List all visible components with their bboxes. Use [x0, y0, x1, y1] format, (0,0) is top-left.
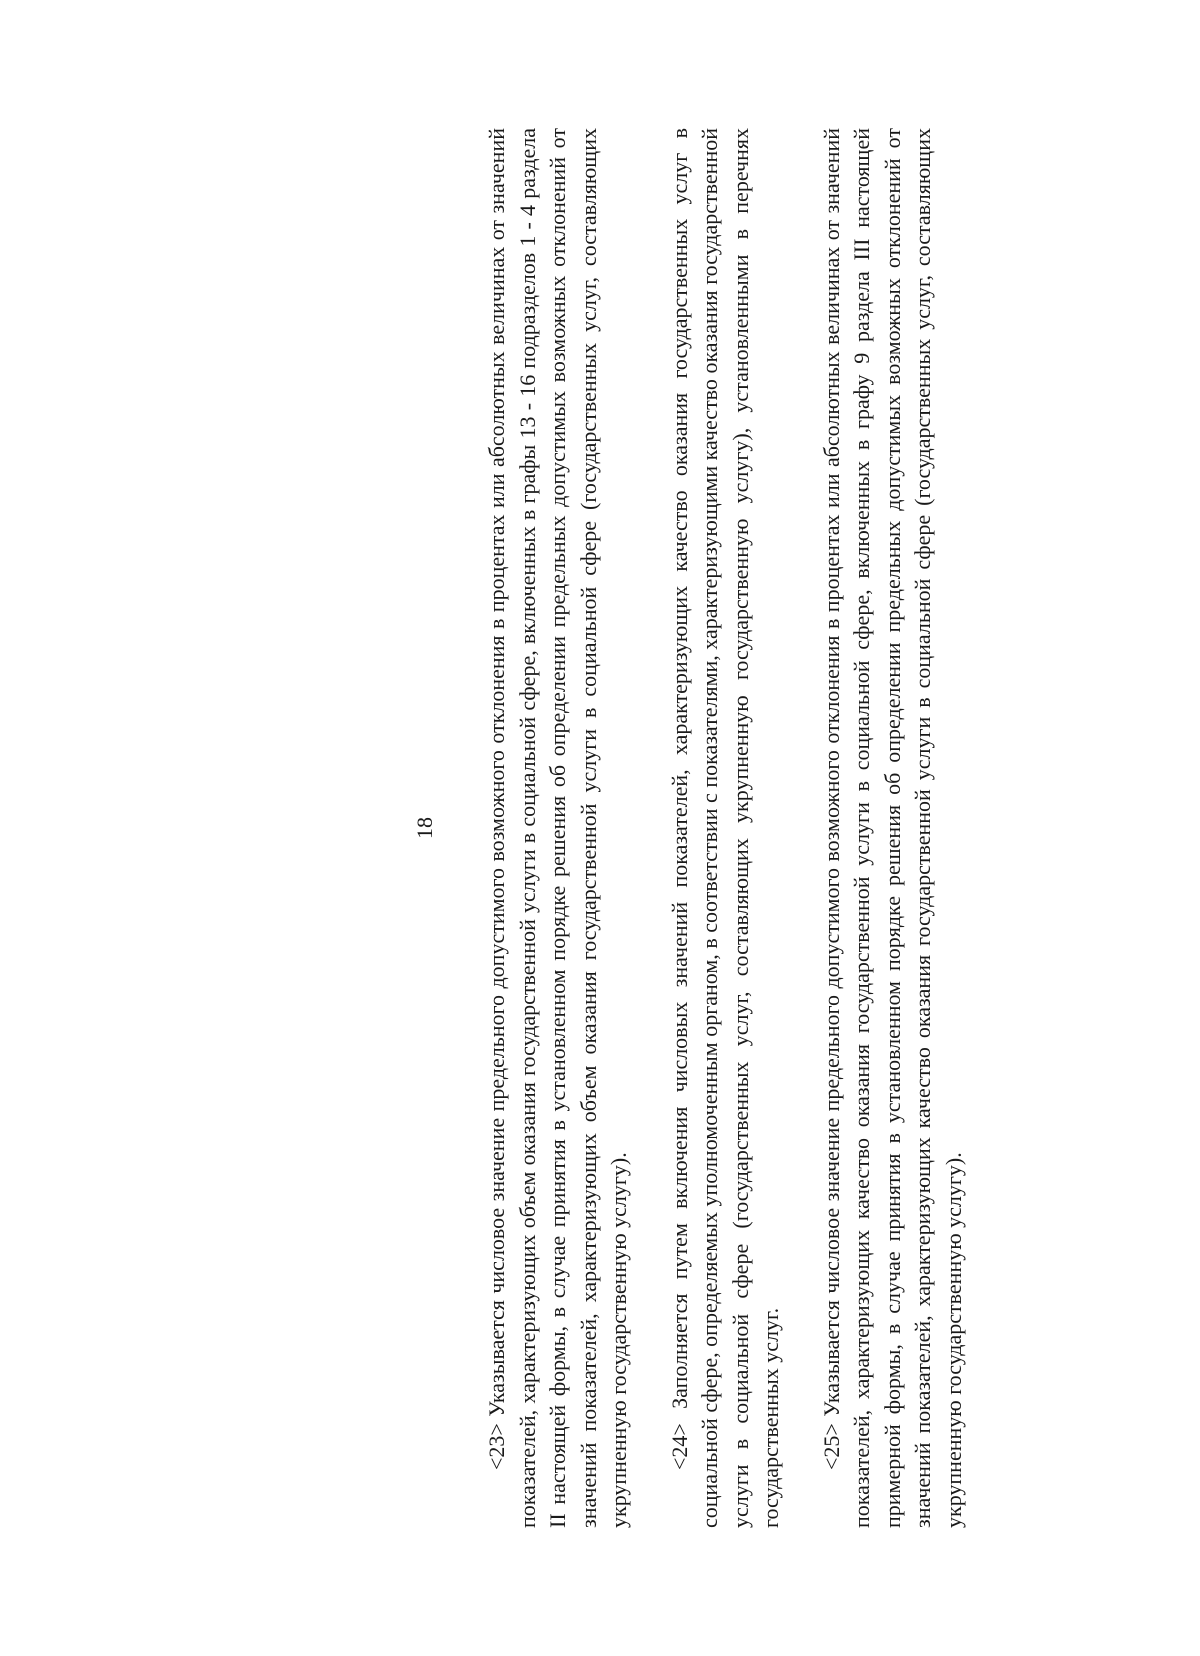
- rotated-content: [410, 128, 990, 1528]
- footnote-paragraph-24: <24> Заполняется путем включения числовых значений показателей, характеризующих качество оказания государственных услуг в социальной сфере, определяемых уполномоченным органом, в соответствии с показателями, характеризующими качество оказания государственной услуги в социальной сфере (государственных услуг, составляющих укрупненную государственную услугу), установленными в перечнях государственных услуг.: [666, 128, 783, 1528]
- footnote-paragraph-25: <25> Указывается числовое значение предельного допустимого возможного отклонения в процентах или абсолютных величинах от значений показателей, характеризующих качество оказания государственной услуги в социальной сфере, включенных в графу 9 раздела III настоящей примерной формы, в случае принятия в установленном порядке решения об определении предельных допустимых возможных отклонений от значений показателей, характеризующих качество оказания государственной услуги в социальной сфере (государственных услуг, составляющих укрупненную государственную услугу).: [818, 128, 966, 1528]
- footnote-paragraph-23: <23> Указывается числовое значение предельного допустимого возможного отклонения в процентах или абсолютных величинах от значений показателей, характеризующих объем оказания государственной услуги в социальной сфере, включенных в графы 13 - 16 подразделов 1 - 4 раздела II настоящей формы, в случае принятия в установленном порядке решения об определении предельных допустимых возможных отклонений от значений показателей, характеризующих объем оказания государственной услуги в социальной сфере (государственных услуг, составляющих укрупненную государственную услугу).: [484, 128, 631, 1528]
- page-number: 18: [412, 817, 437, 839]
